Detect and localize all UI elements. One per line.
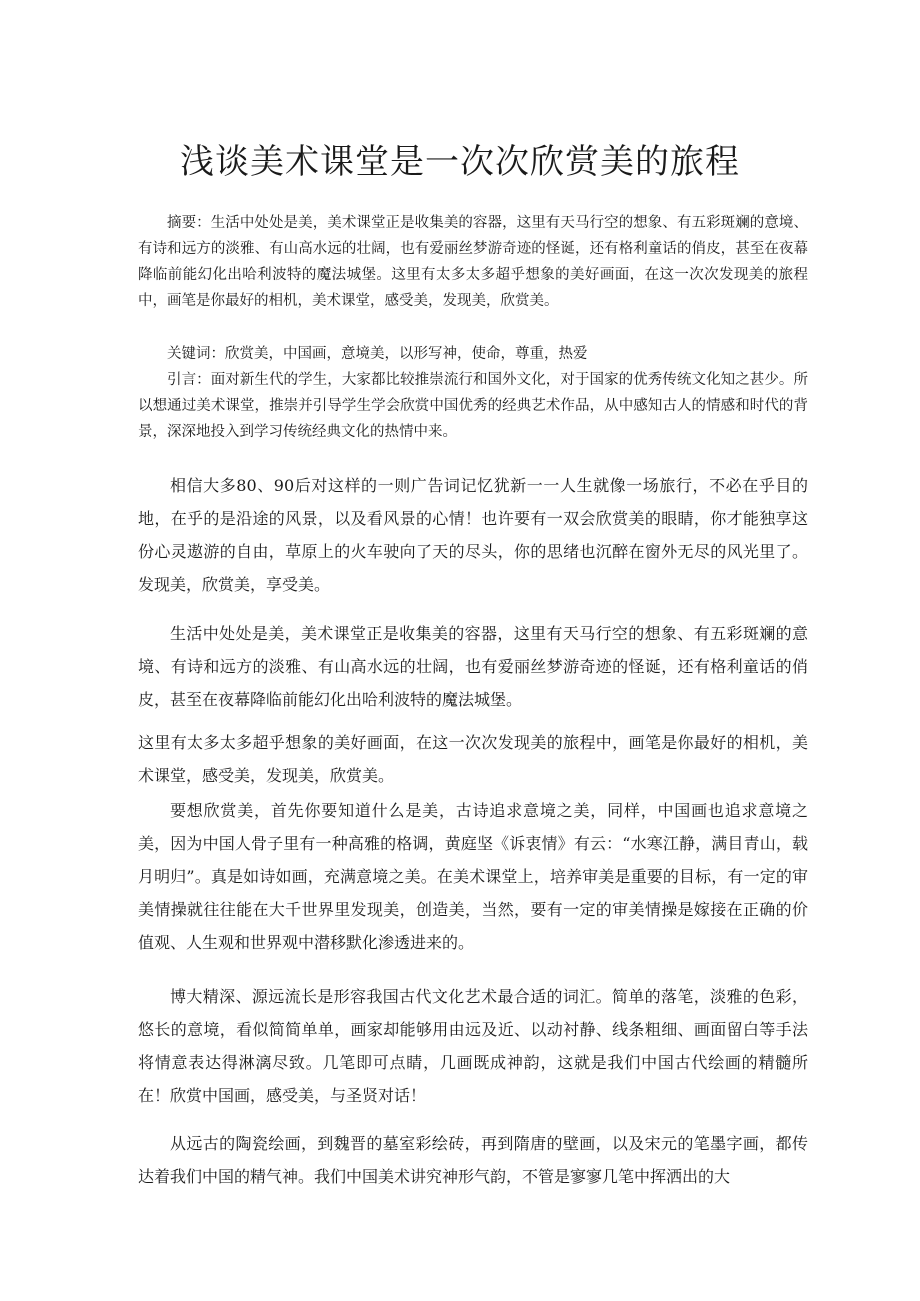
body-paragraph: 相信大多80、90后对这样的一则广告词记忆犹新一一人生就像一场旅行，不必在乎目的地，在乎的是沿途的风景，以及看风景的心情！也许要有一双会欣赏美的眼睛，你才能独享这份心灵遨游的自由，草原上的火车驶向了天的尽头，你的思绪也沉醉在窗外无尽的风光里了。发现美，欣赏美，享受美。 [138, 476, 808, 594]
abstract-paragraph: 摘要：生活中处处是美，美术课堂正是收集美的容器，这里有天马行空的想象、有五彩斑斓的意境、有诗和远方的淡雅、有山高水远的壮阔，也有爱丽丝梦游奇迹的怪诞，还有格利童话的俏皮，甚至在夜幕降临前能幻化出哈利波特的魔法城堡。这里有太多太多超乎想象的美好画面，在这一次次发现美的旅程中，画笔是你最好的相机，美术课堂，感受美，发现美，欣赏美。 [138, 215, 808, 309]
body-paragraph: 从远古的陶瓷绘画，到魏晋的墓室彩绘砖，再到隋唐的壁画，以及宋元的笔墨字画，都传达着我们中国的精气神。我们中国美术讲究神形气韵，不管是寥寥几笔中挥洒出的大 [138, 1134, 808, 1186]
body-paragraph: 生活中处处是美，美术课堂正是收集美的容器，这里有天马行空的想象、有五彩斑斓的意境、有诗和远方的淡雅、有山高水远的壮阔，也有爱丽丝梦游奇迹的怪诞，还有格利童话的俏皮，甚至在夜幕降临前能幻化出哈利波特的魔法城堡。 [138, 624, 808, 709]
body-paragraph: 博大精深、源远流长是形容我国古代文化艺术最合适的词汇。简单的落笔，淡雅的色彩，悠长的意境，看似简简单单，画家却能够用由远及近、以动衬静、线条粗细、画面留白等手法将情意表达得淋漓尽致。几笔即可点睛，几画既成神韵，这就是我们中国古代绘画的精髓所在！欣赏中国画，感受美，与圣贤对话！ [138, 987, 808, 1105]
body-paragraph: 要想欣赏美，首先你要知道什么是美，古诗追求意境之美，同样，中国画也追求意境之美，因为中国人骨子里有一种高雅的格调，黄庭坚《诉衷情》有云：“水寒江静，满目青山，载月明归”。真是如诗如画，充满意境之美。在美术课堂上，培养审美是重要的目标，有一定的审美情操就往往能在大千世界里发现美，创造美，当然，要有一定的审美情操是嫁接在正确的价值观、人生观和世界观中潜移默化渗透进来的。 [138, 801, 808, 952]
keywords-line: 关键词：欣赏美，中国画，意境美，以形写神，使命，尊重，热爱 [167, 346, 588, 362]
page-title: 浅谈美术课堂是一次次欣赏美的旅程 [180, 142, 740, 182]
body-paragraph: 这里有太多太多超乎想象的美好画面，在这一次次发现美的旅程中，画笔是你最好的相机，美术课堂，感受美，发现美，欣赏美。 [138, 733, 808, 785]
introduction-paragraph: 引言：面对新生代的学生，大家都比较推崇流行和国外文化，对于国家的优秀传统文化知之甚少。所以想通过美术课堂，推崇并引导学生学会欣赏中国优秀的经典艺术作品，从中感知古人的情感和时代的背景，深深地投入到学习传统经典文化的热情中来。 [138, 372, 808, 440]
